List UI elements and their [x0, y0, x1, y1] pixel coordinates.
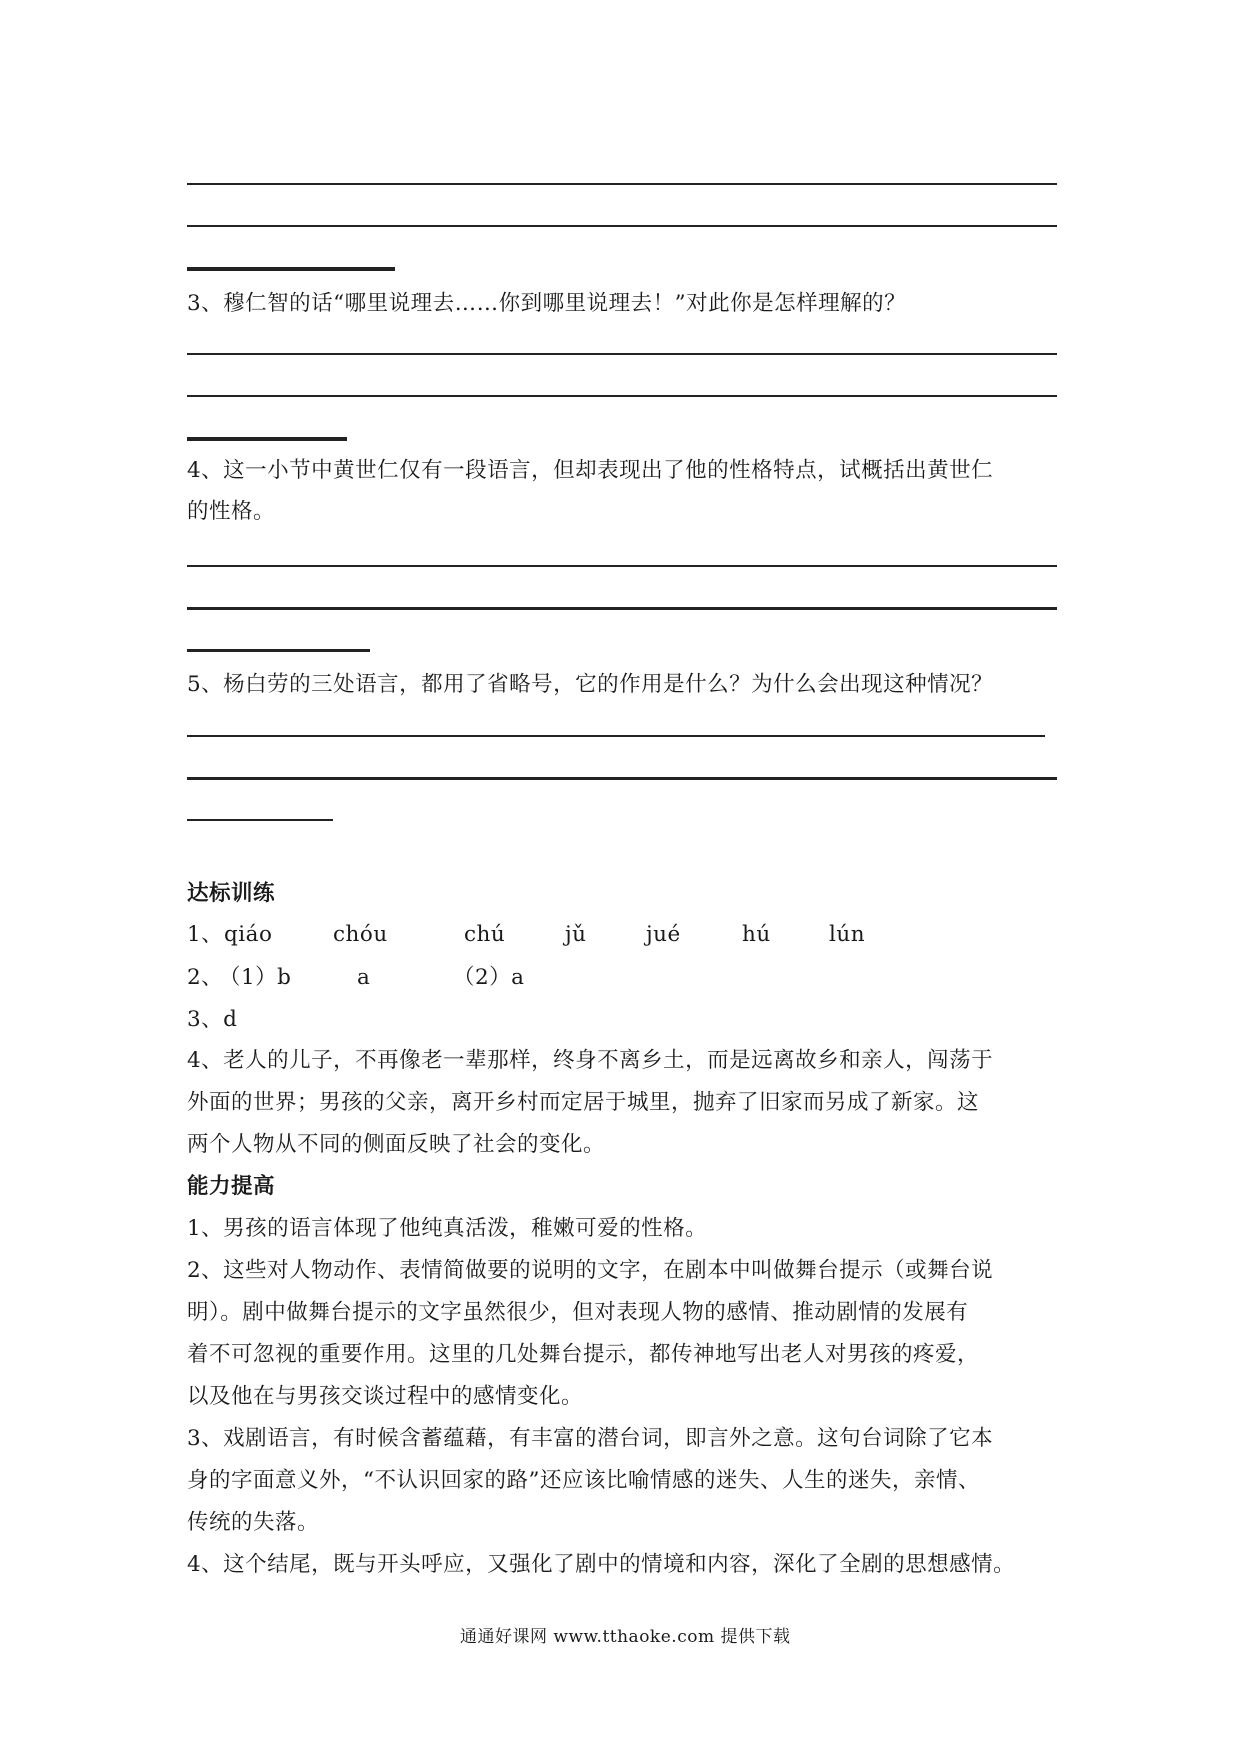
pinyin-4: jǔ: [565, 922, 587, 947]
answer-line-short: [187, 649, 370, 652]
question-4-line-2: 的性格。: [187, 499, 276, 524]
question-5: 5、杨白劳的三处语言，都用了省略号，它的作用是什么？为什么会出现这种情况？: [187, 672, 994, 697]
answer-line: [187, 353, 1057, 355]
dabiao-answer-3: 3、d: [187, 1007, 238, 1032]
nengli-answer-2-line-1: 2、这些对人物动作、表情简做要的说明的文字，在剧本中叫做舞台提示（或舞台说: [187, 1258, 994, 1283]
dabiao-answer-4-line-3: 两个人物从不同的侧面反映了社会的变化。: [187, 1132, 606, 1157]
answer-line: [187, 225, 1057, 227]
nengli-answer-2-line-4: 以及他在与男孩交谈过程中的感情变化。: [187, 1384, 584, 1409]
page-footer: 通通好课网 www.tthaoke.com 提供下载: [460, 1627, 791, 1647]
pinyin-2: chóu: [333, 922, 388, 947]
dabiao-answer-4-line-1: 4、老人的儿子，不再像老一辈那样，终身不离乡土，而是远离故乡和亲人，闯荡于: [187, 1048, 994, 1073]
dabiao-answer-1: [187, 914, 223, 955]
pinyin-1: qiáo: [224, 922, 273, 947]
pinyin-3: chú: [464, 922, 506, 947]
answer-prefix: 2、: [187, 965, 224, 990]
answer-line-short: [187, 819, 333, 821]
pinyin-6: hú: [742, 922, 771, 947]
dabiao-answer-2-part-1b: a: [357, 965, 371, 990]
answer-line: [187, 777, 1057, 780]
pinyin-7: lún: [829, 922, 866, 947]
nengli-answer-1: 1、男孩的语言体现了他纯真活泼，稚嫩可爱的性格。: [187, 1216, 708, 1241]
answer-line: [187, 565, 1057, 567]
dabiao-answer-4-line-2: 外面的世界；男孩的父亲，离开乡村而定居于城里，抛弃了旧家而另成了新家。这: [187, 1090, 980, 1115]
dabiao-answer-2-part-2: （2）a: [453, 965, 525, 990]
answer-line-short: [187, 437, 347, 441]
question-3: 3、穆仁智的话“哪里说理去……你到哪里说理去！”对此你是怎样理解的？: [187, 291, 907, 316]
answer-line: [187, 607, 1057, 610]
nengli-answer-2-line-2: 明）。剧中做舞台提示的文字虽然很少，但对表现人物的感情、推动剧情的发展有: [187, 1300, 969, 1325]
section-heading-dabiao: 达标训练: [187, 881, 276, 906]
pinyin-5: jué: [646, 922, 681, 947]
answer-line: [187, 395, 1057, 397]
nengli-answer-3-line-2: 身的字面意义外，“不认识回家的路”还应该比喻情感的迷失、人生的迷失，亲情、: [187, 1468, 980, 1493]
dabiao-answer-2-part-1: （1）b: [219, 965, 292, 990]
nengli-answer-2-line-3: 着不可忽视的重要作用。这里的几处舞台提示，都传神地写出老人对男孩的疼爱，: [187, 1342, 980, 1367]
answer-prefix: 1、: [187, 922, 224, 947]
answer-line-short: [187, 267, 395, 271]
answer-line: [187, 183, 1057, 185]
nengli-answer-3-line-1: 3、戏剧语言，有时候含蓄蕴藉，有丰富的潜台词，即言外之意。这句台词除了它本: [187, 1426, 994, 1451]
nengli-answer-3-line-3: 传统的失落。: [187, 1510, 320, 1535]
question-4-line-1: 4、这一小节中黄世仁仅有一段语言，但却表现出了他的性格特点，试概括出黄世仁: [187, 458, 994, 483]
answer-line: [187, 735, 1045, 737]
section-heading-nengli: 能力提高: [187, 1174, 276, 1199]
nengli-answer-4: 4、这个结尾，既与开头呼应，又强化了剧中的情境和内容，深化了全剧的思想感情。: [187, 1552, 1016, 1577]
